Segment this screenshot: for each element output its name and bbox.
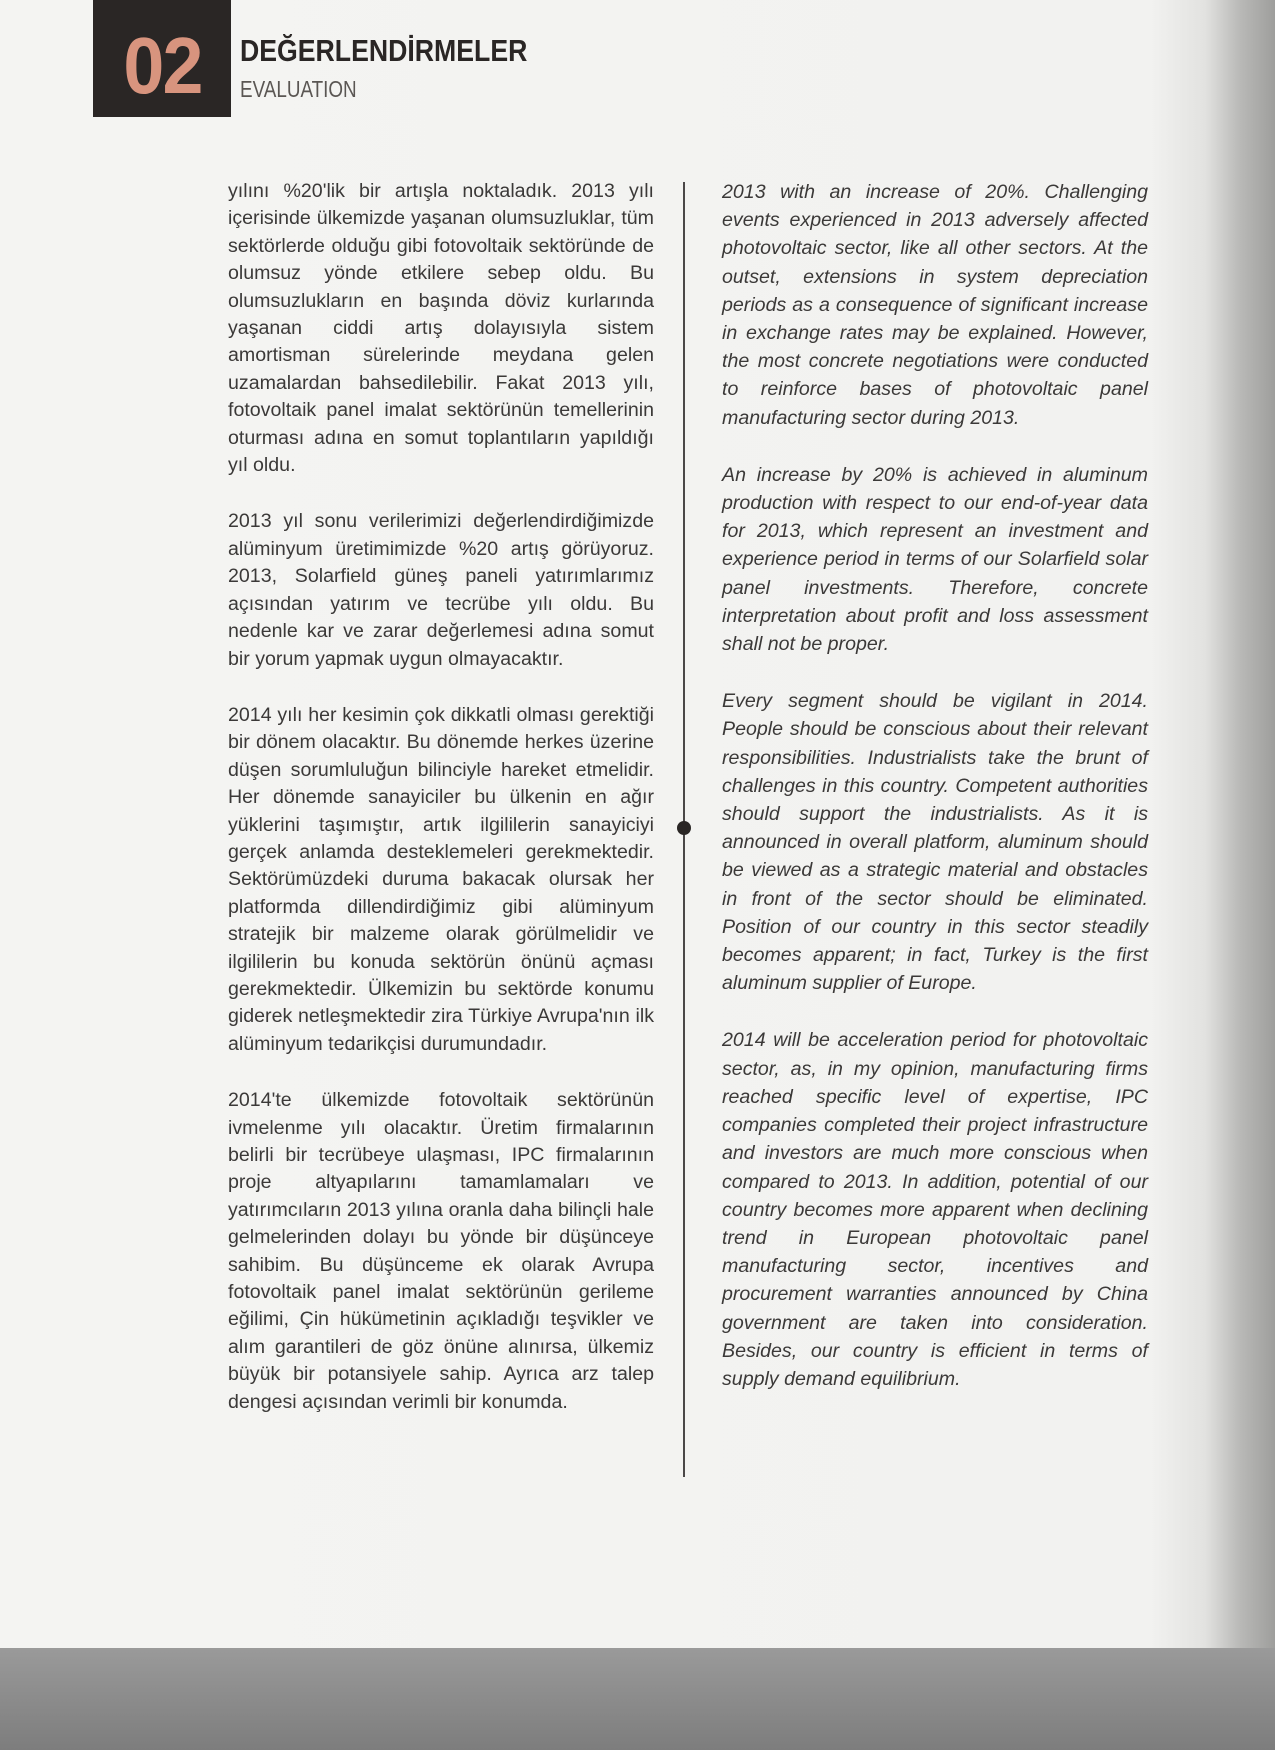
paragraph: 2014 yılı her kesimin çok dikkatli olması gerektiği bir dönem olacaktır. Bu dönemde herkes üzerine düşen sorumluluğun bilinciyle hareket etmelidir. Her dönemde sanayiciler bu ülkenin en ağır yüklerini taşımıştır, artık ilgililerin sanayiciyi gerçek anlamda desteklemeleri gerekmektedir. Sektörümüzdeki duruma bakacak olursak her platformda dillendirdiğimiz gibi alüminyum stratejik bir malzeme olarak görülmelidir ve ilgililerin bu konuda sektörün önünü açması gerekmektedir. Ülkemizin bu sektörde konumu giderek netleşmektedir zira Türkiye Avrupa'nın ilk alüminyum tedarikçisi durumundadır. (228, 703, 654, 1055)
section-title-english: EVALUATION (240, 76, 357, 102)
paragraph: Every segment should be vigilant in 2014. People should be conscious about their relevant responsibilities. Industrialists take the brunt of challenges in this country. Competent authorities should support the industrialists. As it is announced in overall platform, aluminum should be viewed as a strategic material and obstacles in front of the sector should be eliminated. Position of our country in this sector steadily becomes apparent; in fact, Turkey is the first aluminum supplier of Europe. (722, 690, 1148, 995)
section-title-turkish: DEĞERLENDİRMELER (240, 33, 528, 68)
scan-bottom-margin (0, 1648, 1275, 1750)
chapter-number-box (93, 0, 231, 117)
english-text-column (722, 178, 1148, 1422)
paragraph: yılını %20'lik bir artışla noktaladık. 2013 yılı içerisinde ülkemizde yaşanan olumsuzluklar, tüm sektörlerde olduğu gibi fotovoltaik sektöründe de olumsuz yönde etkilere sebep oldu. Bu olumsuzlukların en başında döviz kurlarında yaşanan ciddi artış dolayısıyla sistem amortisman sürelerinde meydana gelen uzamalardan bahsedilebilir. Fakat 2013 yılı, fotovoltaik panel imalat sektörünün temellerinin oturması adına en somut toplantıların yapıldığı yıl oldu. (228, 180, 654, 477)
paragraph: 2014 will be acceleration period for photovoltaic sector, as, in my opinion, manufacturing firms reached specific level of expertise, IPC companies completed their project infrastructure and investors are much more conscious when compared to 2013. In addition, potential of our country becomes more apparent when declining trend in European photovoltaic panel manufacturing sector, incentives and procurement warranties announced by China government are taken into consideration. Besides, our country is efficient in terms of supply demand equilibrium. (722, 1029, 1148, 1390)
paragraph: An increase by 20% is achieved in aluminum production with respect to our end-of-year data for 2013, which represent an investment and experience period in terms of our Solarfield solar panel investments. Therefore, concrete interpretation about profit and loss assessment shall not be proper. (722, 463, 1148, 656)
chapter-number: 02 (122, 20, 202, 110)
divider-dot (677, 821, 691, 835)
paragraph: 2014'te ülkemizde fotovoltaik sektörünün ivmelenme yılı olacaktır. Üretim firmalarının belirli bir tecrübeye ulaşması, IPC firmalarının proje altyapılarını tamamlamaları ve yatırımcıların 2013 yılına oranla daha bilinçli hale gelmelerinden dolayı bu yönde bir düşünceye sahibim. Bu düşünceme ek olarak Avrupa fotovoltaik panel imalat sektörünün gerileme eğilimi, Çin hükümetinin açıkladığı teşvikler ve alım garantileri de göz önüne alınırsa, ülkemiz büyük bir potansiyele sahip. Ayrıca arz talep dengesi açısından verimli bir konumda. (228, 1089, 654, 1413)
paragraph: 2013 with an increase of 20%. Challenging events experienced in 2013 adversely affected photovoltaic sector, like all other sectors. At the outset, extensions in system depreciation periods as a consequence of significant increase in exchange rates may be explained. However, the most concrete negotiations were conducted to reinforce bases of photovoltaic panel manufacturing sector during 2013. (722, 181, 1148, 429)
turkish-text-column (228, 178, 654, 1445)
paragraph: 2013 yıl sonu verilerimizi değerlendirdiğimizde alüminyum üretimimizde %20 artış görüyoruz. 2013, Solarfield güneş paneli yatırımlarımız açısından yatırım ve tecrübe yılı oldu. Bu nedenle kar ve zarar değerlemesi adına somut bir yorum yapmak uygun olmayacaktır. (228, 510, 654, 670)
